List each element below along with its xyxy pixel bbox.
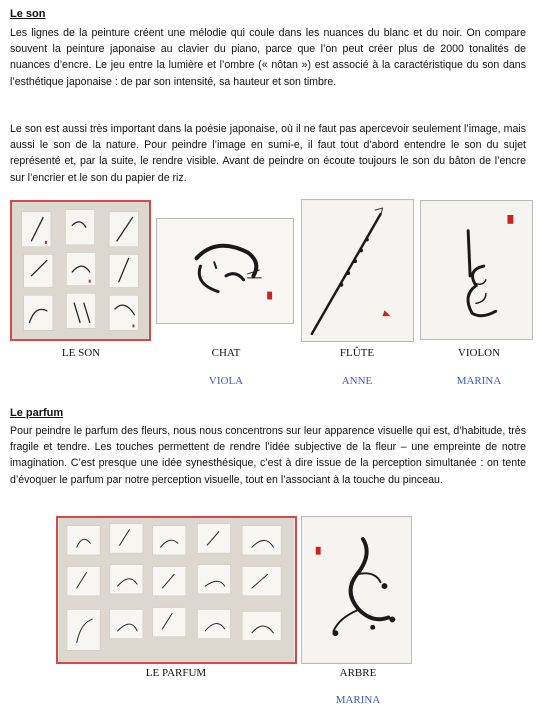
- caption-le-parfum: LE PARFUM: [145, 667, 207, 679]
- violon-artwork: [421, 201, 532, 339]
- paragraph-parfum-1: Pour peindre le parfum des fleurs, nous nous concentrons sur leur apparence visuelle qui est, d’habitude, très fragile et tendre. Les touches permettent de rendre l’idée subjective de la fleur – une empreinte de notre imagination. C’est presque une idée synesthésique, c’est à dire issue de la perception simultanée : on tente d’évoquer le parfum par notre perception visuelle, tout en l’associant à la touche du pinceau.: [10, 425, 526, 486]
- le-parfum-artwork: [58, 518, 295, 662]
- section-title-son: Le son: [10, 8, 46, 20]
- paragraph-son-2: Le son est aussi très important dans la poésie japonaise, où il ne faut pas apercevoir seulement l’image, mais aussi le son de la nature. Pour peindre l’image en sumi-e, il faut tout d’abord entendre le son du sujet représenté et, par la suite, le rendre visible. Avant de peindre on écoute toujours le son du bâton de l’encre sur l’encrier et le son du papier de riz.: [10, 123, 526, 184]
- photo-le-son: [10, 200, 151, 341]
- caption-chat: CHAT: [211, 347, 241, 359]
- credit-flute: ANNE: [341, 375, 373, 387]
- credit-arbre: MARINA: [335, 694, 381, 706]
- paragraph-son-1: Les lignes de la peinture créent une mélodie qui coule dans les nuances du blanc et du noir. On compare souvent la peinture japonaise au clavier du piano, parce que l’on peut créer plus de 2000 tonalités de nuances d’encre. Le jeu entre la lumière et l’ombre (« nôtan ») est associé à la caractéristique du son dans l’esthétique japonaise : de par son intensité, sa hauteur et son timbre.: [10, 27, 526, 88]
- photo-chat: [156, 218, 294, 324]
- le-son-artwork: [12, 202, 149, 339]
- photo-arbre: [301, 516, 412, 664]
- caption-le-son: LE SON: [61, 347, 101, 359]
- credit-violon: MARINA: [456, 375, 502, 387]
- section-title-parfum: Le parfum: [10, 407, 64, 419]
- flute-artwork: [302, 200, 413, 341]
- photo-flute: [301, 199, 414, 342]
- credit-chat: VIOLA: [208, 375, 244, 387]
- arbre-artwork: [302, 517, 411, 663]
- caption-violon: VIOLON: [457, 347, 501, 359]
- caption-flute: FLÛTE: [339, 347, 375, 359]
- caption-arbre: ARBRE: [339, 667, 377, 679]
- photo-le-parfum: [56, 516, 297, 664]
- chat-artwork: [157, 219, 293, 323]
- photo-violon: [420, 200, 533, 340]
